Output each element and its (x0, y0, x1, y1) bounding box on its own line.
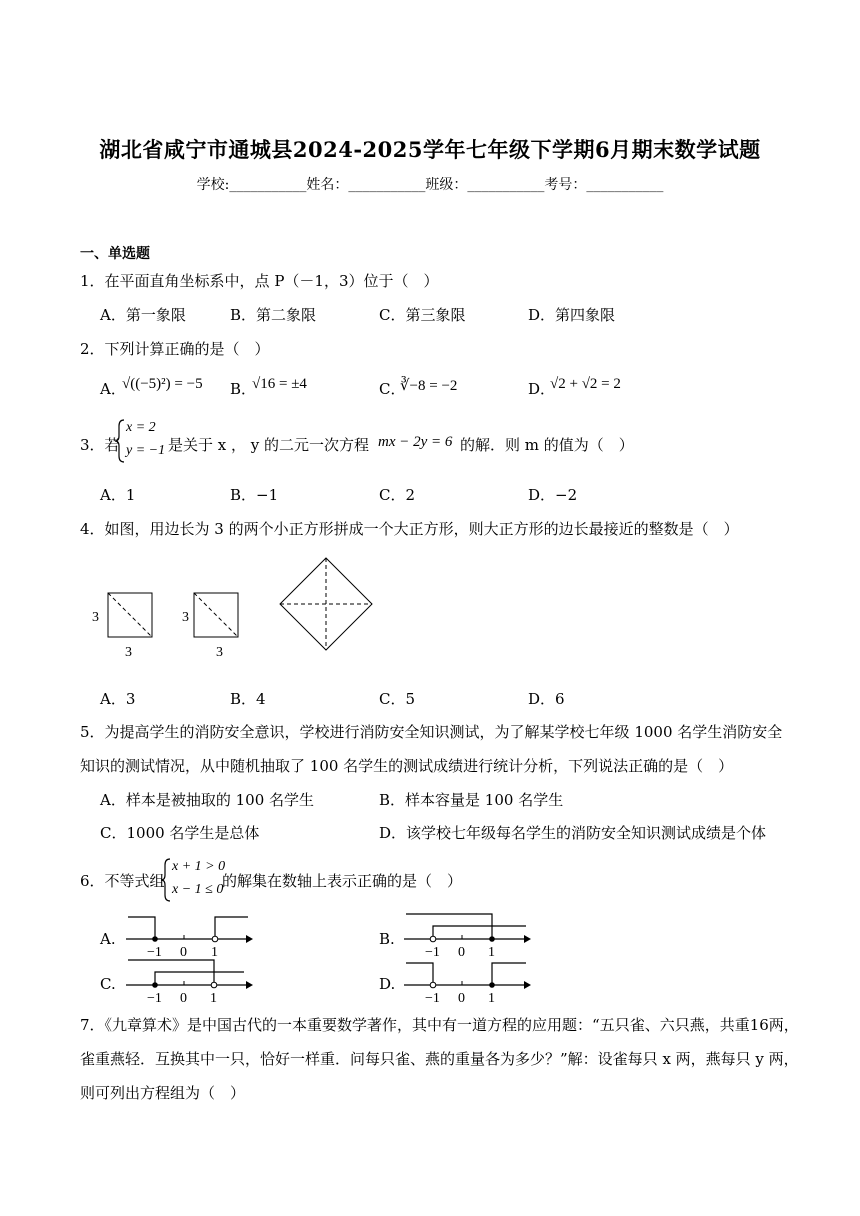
q6-option-c-number-line (120, 958, 255, 1008)
tick-label: −1 (147, 991, 162, 1006)
tick-label: 0 (180, 945, 187, 960)
q4-option-d: D．6 (528, 690, 565, 708)
square-2-bottom-label: 3 (216, 645, 223, 660)
q4-figure (80, 550, 400, 660)
tick-label: 0 (458, 945, 465, 960)
q2-option-b-label: B． (230, 380, 257, 398)
tick-label: 1 (210, 991, 217, 1006)
q1-option-c: C．第三象限 (379, 306, 466, 324)
small-square-1 (92, 593, 152, 660)
square-1-bottom-label: 3 (125, 645, 132, 660)
q3-option-b: B．−1 (230, 486, 279, 504)
question-7-line-3: 则可列出方程组为（ ） (80, 1084, 246, 1102)
question-5-line-1: 5．为提高学生的消防安全意识，学校进行消防安全知识测试，为了解某学校七年级 1000 名学生消防安全 (80, 723, 783, 741)
q6-option-d-label: D. (379, 975, 396, 993)
tick-label: 0 (458, 991, 465, 1006)
question-3-suffix: 的解．则 m 的值为（ ） (460, 436, 634, 454)
tick-label: 1 (488, 945, 495, 960)
q6-option-a-label: A. (100, 930, 116, 948)
q2-option-c-expr: ∛−8 = −2 (400, 378, 458, 394)
question-6-prefix: 6．不等式组 (80, 872, 165, 890)
q4-option-a: A．3 (100, 690, 136, 708)
q1-option-d: D．第四象限 (528, 306, 616, 324)
q5-option-c: C．1000 名学生是总体 (100, 824, 260, 842)
q6-option-b-number-line (398, 912, 533, 962)
q6-system-ineq-1: x + 1 > 0 (172, 859, 226, 874)
tick-label: −1 (425, 991, 440, 1006)
question-3-middle: 是关于 x ， y 的二元一次方程 (168, 436, 370, 454)
q5-option-d: D．该学校七年级每名学生的消防安全知识测试成绩是个体 (379, 824, 767, 842)
question-7-line-1: 7．《九章算术》是中国古代的一本重要数学著作，其中有一道方程的应用题：“五只雀、六只燕，共重16两， (80, 1016, 799, 1034)
q1-option-a: A．第一象限 (100, 306, 186, 324)
q6-option-a-number-line (120, 912, 255, 962)
q2-option-d-label: D． (528, 380, 556, 398)
q6-system-ineq-2: x − 1 ≤ 0 (172, 882, 224, 897)
question-6-suffix: 的解集在数轴上表示正确的是（ ） (222, 872, 463, 890)
question-1-stem: 1．在平面直角坐标系中，点 P（－1，3）位于（ ） (80, 272, 439, 290)
q2-option-c-label: C． (379, 380, 406, 398)
q2-option-d-expr: √2 + √2 = 2 (550, 376, 621, 392)
question-2-stem: 2．下列计算正确的是（ ） (80, 340, 270, 358)
q6-option-b-label: B. (379, 930, 395, 948)
q2-option-a-label: A． (100, 380, 126, 398)
question-7-line-2: 雀重燕轻．互换其中一只，恰好一样重．问每只雀、燕的重量各为多少？”解：设雀每只 x 两，燕每只 y 两， (80, 1050, 799, 1068)
question-3-prefix: 3．若 (80, 436, 120, 454)
q3-option-d: D．−2 (528, 486, 578, 504)
square-2-side-label: 3 (182, 610, 189, 625)
q5-option-b: B．样本容量是 100 名学生 (379, 791, 564, 809)
q6-option-d-number-line (398, 958, 533, 1008)
q4-option-b: B．4 (230, 690, 266, 708)
q5-option-a: A．样本是被抽取的 100 名学生 (100, 791, 315, 809)
q3-option-c: C．2 (379, 486, 416, 504)
question-4-stem: 4．如图，用边长为 3 的两个小正方形拼成一个大正方形，则大正方形的边长最接近的整数是（ ） (80, 520, 739, 538)
q2-option-b-expr: √16 = ±4 (252, 376, 307, 392)
square-1-side-label: 3 (92, 610, 99, 625)
tick-label: 0 (180, 991, 187, 1006)
q6-option-c-label: C. (100, 975, 116, 993)
section-heading: 一、单选题 (80, 246, 150, 262)
q3-option-a: A．1 (100, 486, 136, 504)
question-5-line-2: 知识的测试情况，从中随机抽取了 100 名学生的测试成绩进行统计分析，下列说法正确的是（ ） (80, 757, 734, 775)
q2-option-a-expr: √((−5)²) = −5 (122, 376, 203, 392)
q1-option-b: B．第二象限 (230, 306, 317, 324)
exam-title: 湖北省咸宁市通城县2024-2025学年七年级下学期6月期末数学试题 (99, 137, 761, 162)
tick-label: −1 (425, 945, 440, 960)
tick-label: 1 (488, 991, 495, 1006)
tick-label: 1 (211, 945, 218, 960)
q4-option-c: C．5 (379, 690, 416, 708)
student-info-line: 学校:___________姓名：___________班级：___________考号：___________ (196, 177, 664, 193)
q3-system-eq-2: y = −1 (126, 443, 166, 458)
q3-equation: mx − 2y = 6 (378, 434, 453, 450)
large-square-diamond (280, 558, 372, 650)
tick-label: −1 (147, 945, 162, 960)
q3-system-eq-1: x = 2 (126, 420, 156, 435)
q3-brace (114, 418, 126, 464)
small-square-2 (182, 593, 238, 660)
q6-brace (160, 857, 172, 903)
